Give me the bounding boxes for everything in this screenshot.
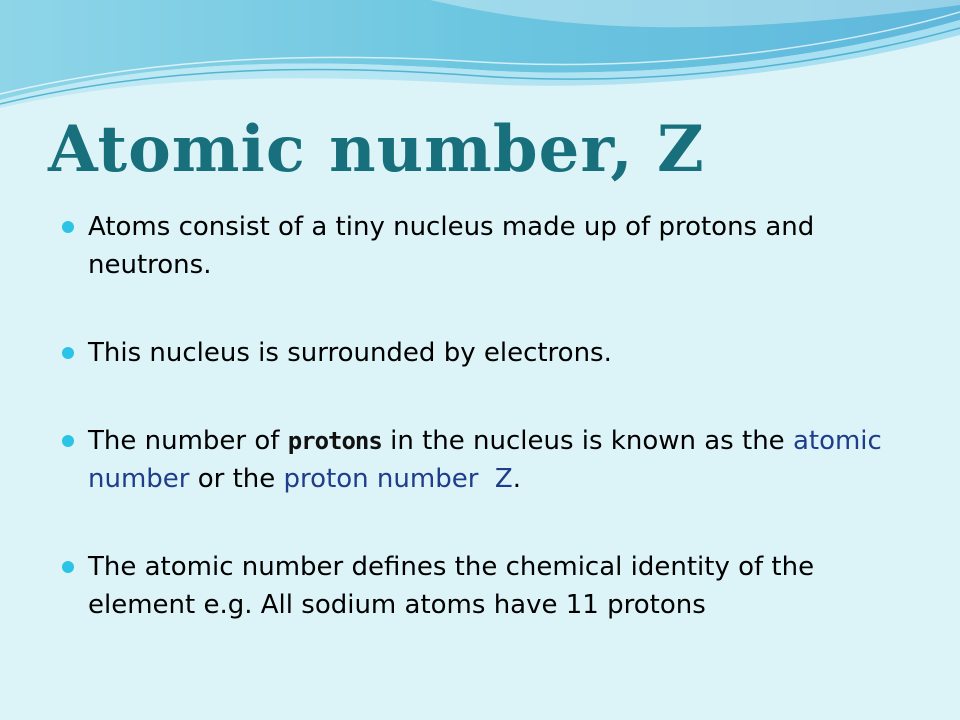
bullet-item	[62, 208, 902, 284]
bullet-item	[62, 422, 902, 498]
bullet-text: This nucleus is surrounded by electrons.	[88, 338, 612, 368]
bullet-text: Atoms consist of a tiny nucleus made up of protons and neutrons.	[88, 212, 815, 280]
bullet-text-between: or the	[189, 464, 284, 494]
slide-title: Atomic number, Z	[48, 112, 705, 187]
header-wave-decoration	[0, 0, 960, 110]
bullet-dot-icon	[62, 561, 74, 573]
bullet-item	[62, 334, 902, 372]
bullet-dot-icon	[62, 435, 74, 447]
protons-emphasis: protons	[287, 427, 382, 455]
bullet-dot-icon	[62, 347, 74, 359]
bullet-text-end: .	[512, 464, 522, 494]
bullet-text: The atomic number defines the chemical identity of the element e.g. All sodium atoms have 11 protons	[88, 552, 815, 620]
atomic-number-term: atomic number	[88, 426, 882, 494]
bullet-dot-icon	[62, 221, 74, 233]
proton-number-term: proton number Z	[283, 464, 513, 494]
bullet-text-mid: in the nucleus is known as the	[381, 426, 793, 456]
bullet-item	[62, 548, 902, 624]
bullet-list	[62, 208, 902, 624]
bullet-text-pre: The number of	[88, 426, 288, 456]
